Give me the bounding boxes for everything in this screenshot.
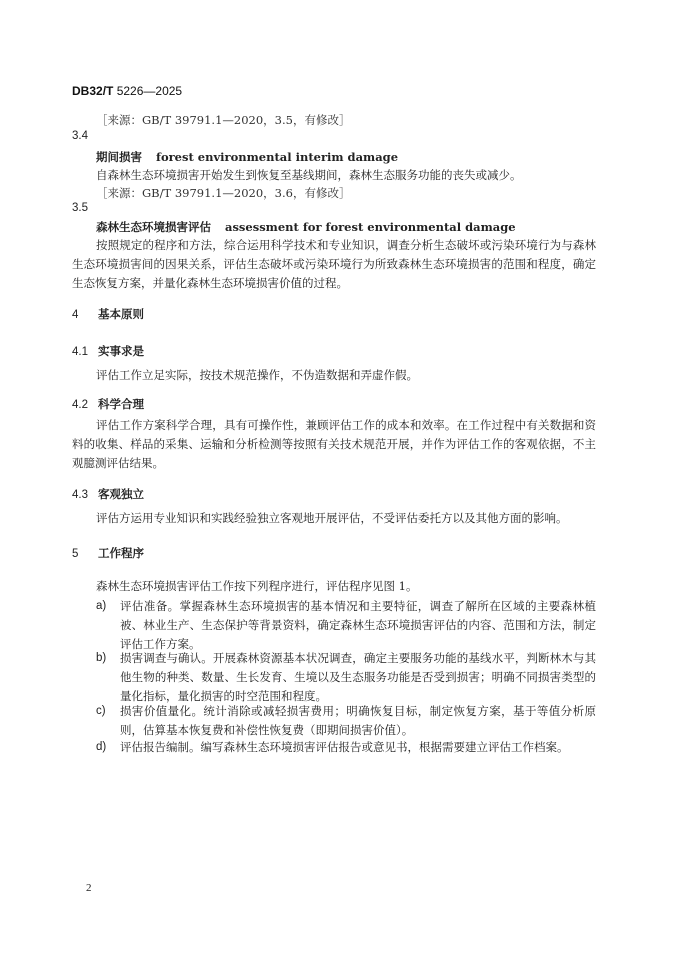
page-number: 2 bbox=[86, 882, 92, 894]
list-item-b bbox=[96, 649, 596, 706]
term-en: forest environmental interim damage bbox=[156, 150, 399, 164]
clause-number-3-4: 3.4 bbox=[72, 130, 88, 142]
list-item-text: 评估报告编制。编写森林生态环境损害评估报告或意见书，根据需要建立评估工作档案。 bbox=[120, 740, 569, 754]
term-definition-3-5: 按照规定的程序和方法，综合运用科学技术和专业知识，调查分析生态破坏或污染环境行为与森林生态环境损害间的因果关系，评估生态破坏或污染环境行为所致森林生态环境损害的范围和程度，确定生态恢复方案，并量化森林生态环境损害价值的过程。 bbox=[72, 238, 596, 290]
list-marker: d) bbox=[96, 741, 107, 753]
document-code: DB32/T 5226—2025 bbox=[72, 84, 183, 98]
subsection-heading-4-3: 4.3 客观独立 bbox=[72, 487, 144, 501]
subsection-heading-4-2: 4.2 科学合理 bbox=[72, 397, 144, 411]
list-item-text: 损害价值量化。统计消除或减轻损害费用；明确恢复目标，制定恢复方案，基于等值分析原则，估算基本恢复费和补偿性恢复费（即期间损害价值）。 bbox=[120, 704, 596, 737]
section-intro-5: 森林生态环境损害评估工作按下列程序进行，评估程序见图 1。 bbox=[96, 579, 418, 593]
list-item-c bbox=[96, 702, 596, 740]
list-marker: b) bbox=[96, 652, 107, 664]
term-3-4 bbox=[96, 149, 398, 165]
subsection-text-4-2: 评估工作方案科学合理，具有可操作性，兼顾评估工作的成本和效率。在工作过程中有关数据和资料的收集、样品的采集、运输和分析检测等按照有关技术规范开展，并作为评估工作的客观依据，不主观臆测评估结果。 bbox=[72, 418, 596, 470]
list-item-text: 评估准备。掌握森林生态环境损害的基本情况和主要特征，调查了解所在区域的主要森林植被、林业生产、生态保护等背景资料，确定森林生态环境损害评估的内容、范围和方法，制定评估工作方案。 bbox=[120, 599, 596, 651]
list-item-a bbox=[96, 597, 596, 654]
subsection-text-4-1: 评估工作立足实际，按技术规范操作，不伪造数据和弄虚作假。 bbox=[96, 368, 418, 382]
list-item-d bbox=[96, 738, 596, 757]
list-marker: c) bbox=[96, 705, 106, 717]
section-heading-5: 5 工作程序 bbox=[72, 546, 144, 560]
term-definition-3-4: 自森林生态环境损害开始发生到恢复至基线期间，森林生态服务功能的丧失或减少。 bbox=[96, 168, 522, 182]
subsection-text-4-3: 评估方运用专业知识和实践经验独立客观地开展评估，不受评估委托方以及其他方面的影响。 bbox=[96, 511, 568, 525]
source-reference-3-4: ［来源：GB/T 39791.1—2020，3.6，有修改］ bbox=[96, 186, 351, 200]
term-3-5 bbox=[96, 219, 516, 235]
term-zh: 森林生态环境损害评估 bbox=[96, 220, 211, 234]
term-en: assessment for forest environmental damage bbox=[225, 220, 516, 234]
clause-number-3-5: 3.5 bbox=[72, 202, 88, 214]
term-zh: 期间损害 bbox=[96, 150, 142, 164]
source-reference-3-3: ［来源：GB/T 39791.1—2020，3.5，有修改］ bbox=[96, 113, 351, 127]
subsection-heading-4-1: 4.1 实事求是 bbox=[72, 344, 144, 358]
section-heading-4: 4 基本原则 bbox=[72, 307, 144, 321]
list-item-text: 损害调查与确认。开展森林资源基本状况调查，确定主要服务功能的基线水平，判断林木与其他生物的种类、数量、生长发育、生境以及生态服务功能是否受到损害；明确不同损害类型的量化指标，量化损害的时空范围和程度。 bbox=[120, 651, 596, 703]
list-marker: a) bbox=[96, 600, 107, 612]
